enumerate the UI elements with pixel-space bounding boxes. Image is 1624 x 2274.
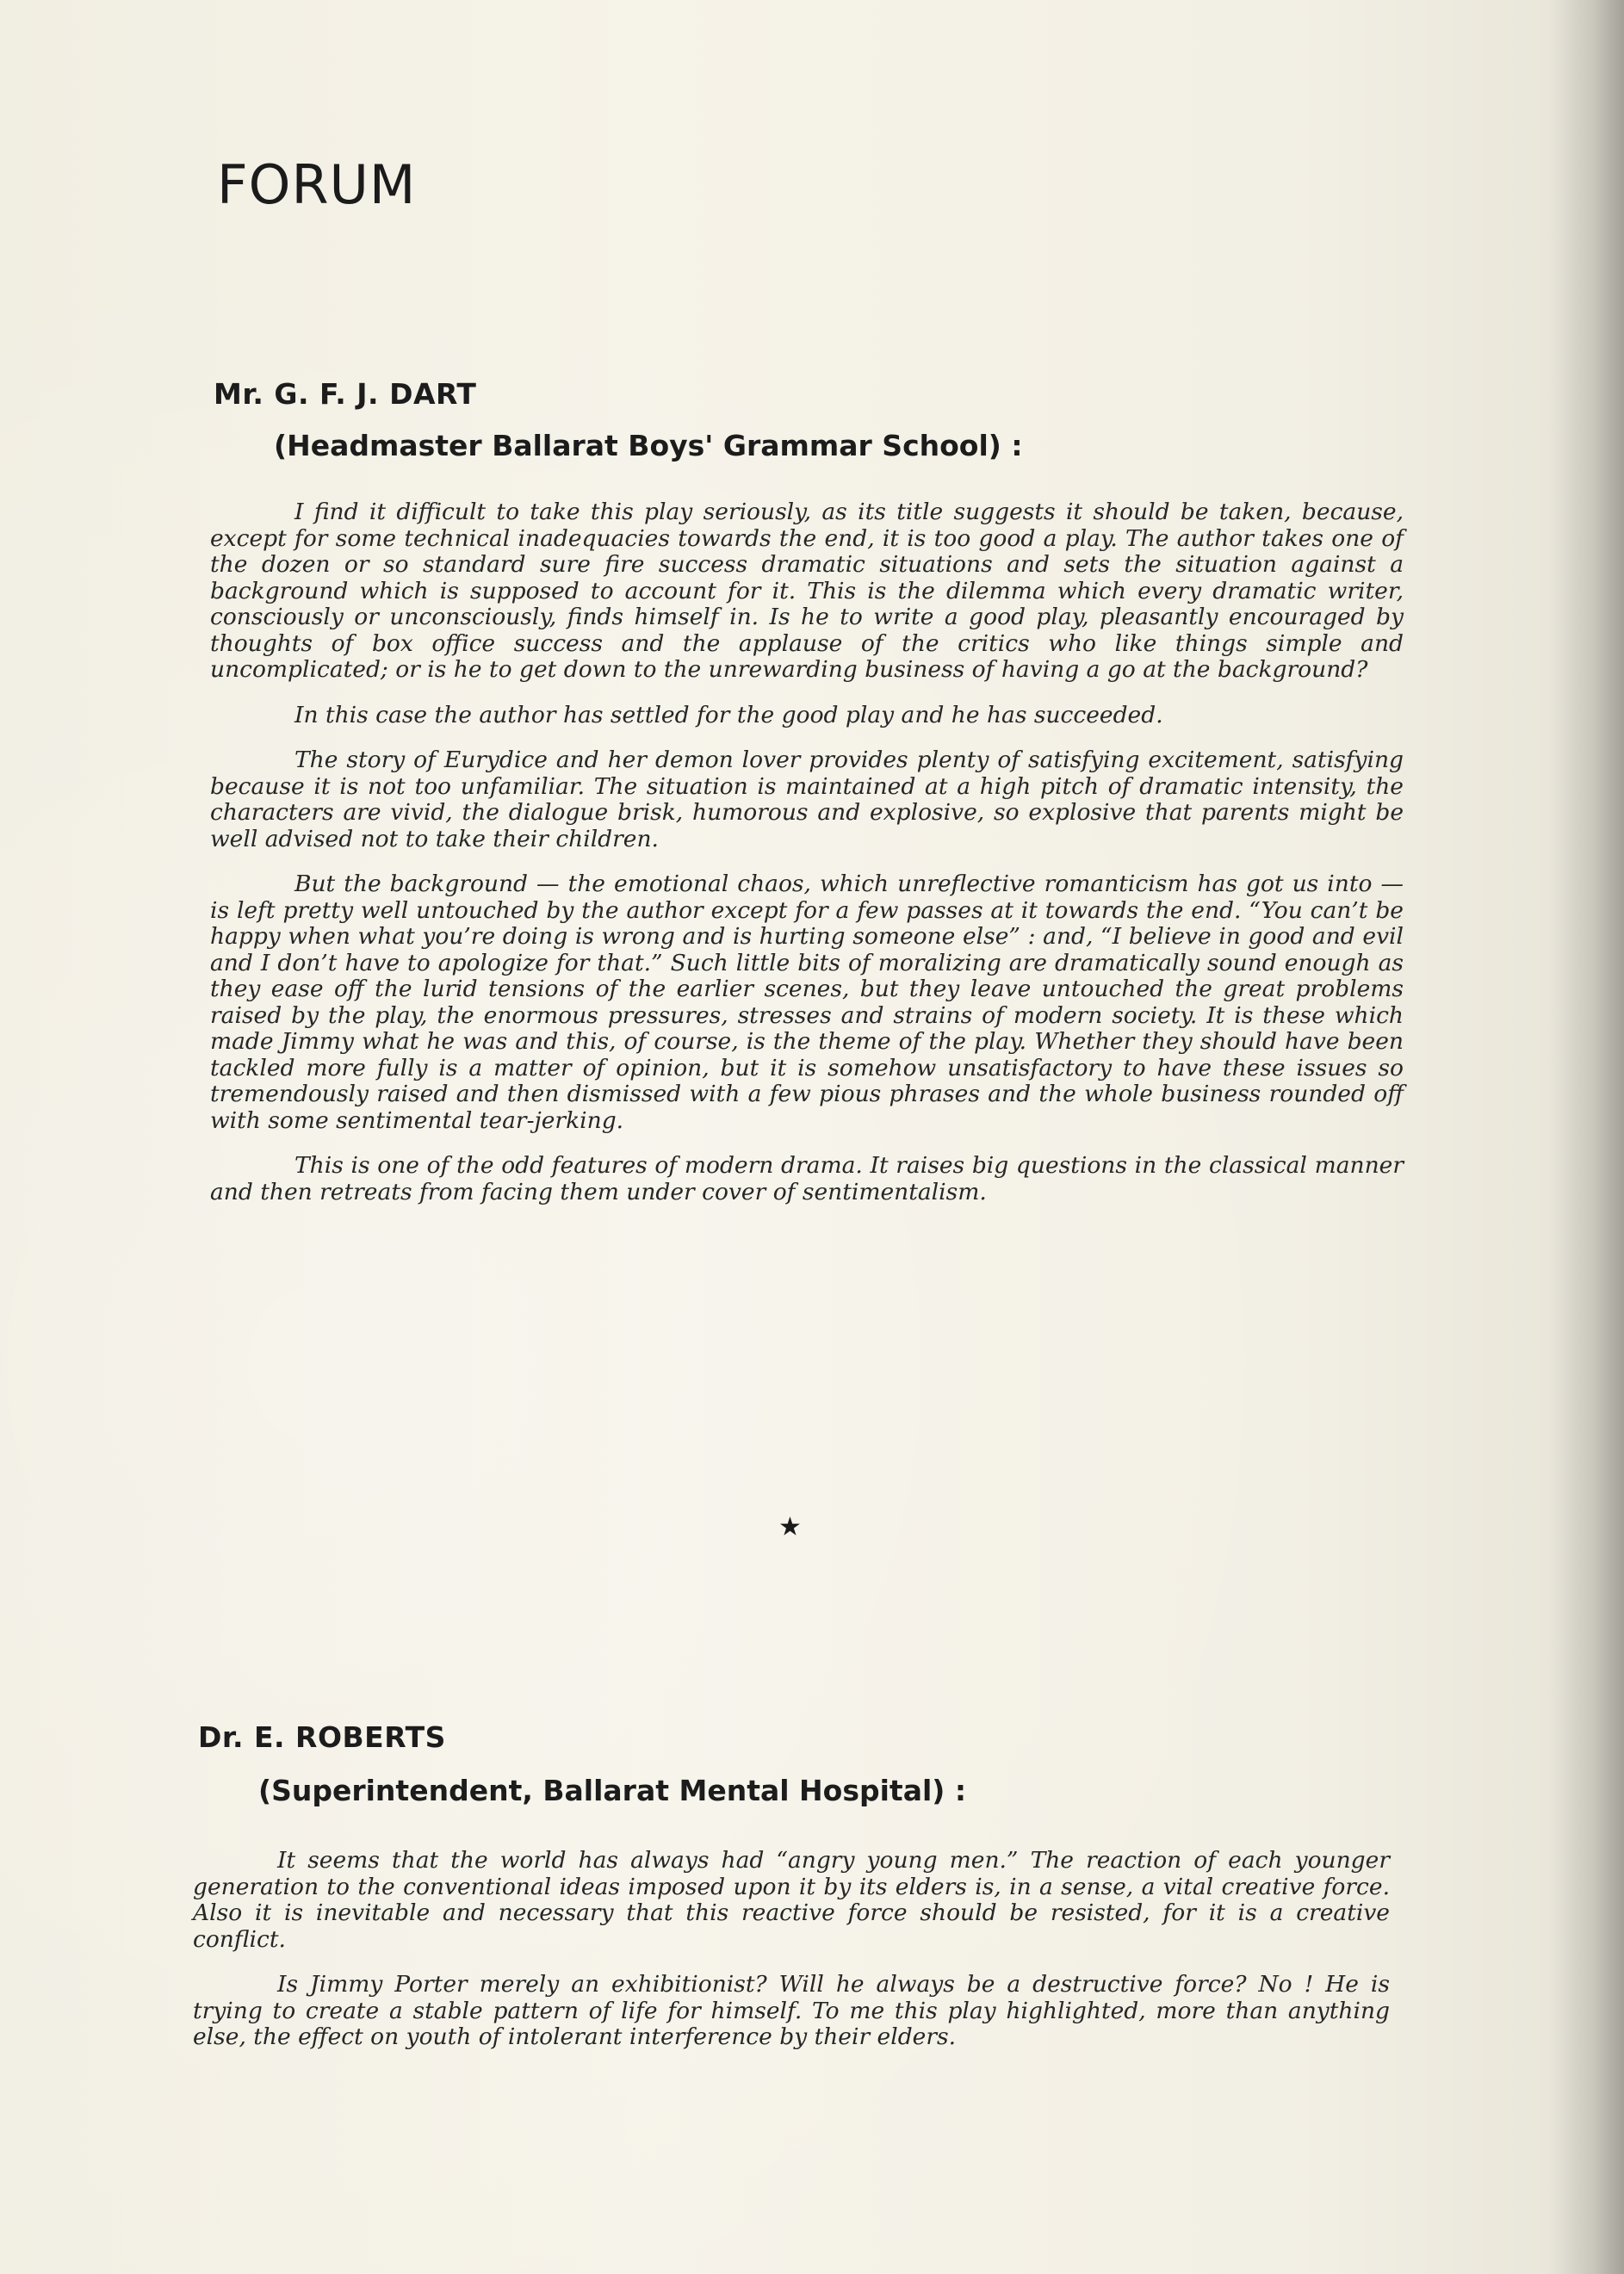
contributor-name-roberts: Dr. E. ROBERTS <box>198 1720 446 1754</box>
contributor-text-dart <box>210 499 1404 1205</box>
paragraph: Is Jimmy Porter merely an exhibitionist? Will he always be a destructive force? No ! He is trying to create a stable pattern of life for himself. To me this play highlighted, more than anything else, the effect on youth of intolerant interference by their elders. <box>193 1971 1390 2050</box>
paragraph: This is one of the odd features of modern drama. It raises big questions in the classical manner and then retreats from facing them under cover of sentimentalism. <box>210 1152 1404 1205</box>
page-title: FORUM <box>217 153 417 216</box>
contributor-role-dart: (Headmaster Ballarat Boys' Grammar School) : <box>274 429 1023 462</box>
star-separator: ★ <box>778 1512 802 1542</box>
paragraph: I find it difficult to take this play seriously, as its title suggests it should be taken, because, except for some technical inadequacies towards the end, it is too good a play. The author takes one of the dozen or so standard sure fire success dramatic situations and sets the situation against a background which is supposed to account for it. This is the dilemma which every dramatic writer, consciously or unconsciously, finds himself in. Is he to write a good play, pleasantly encouraged by thoughts of box office success and the applause of the critics who like things simple and uncomplicated; or is he to get down to the unrewarding business of having a go at the background? <box>210 499 1404 683</box>
paragraph: It seems that the world has always had “angry young men.” The reaction of each younger generation to the conventional ideas imposed upon it by its elders is, in a sense, a vital creative force. Also it is inevitable and necessary that this reactive force should be resisted, for it is a creative conflict. <box>193 1847 1390 1953</box>
paragraph: But the background — the emotional chaos, which unreflective romanticism has got us into — is left pretty well untouched by the author except for a few passes at it towards the end. “You can’t be happy when what you’re doing is wrong and is hurting someone else” : and, “I believe in good and evil and I don’t have to apologize for that.” Such little bits of moralizing are dramatically sound enough as they ease off the lurid tensions of the earlier scenes, but they leave untouched the great problems raised by the play, the enormous pressures, stresses and strains of modern society. It is these which made Jimmy what he was and this, of course, is the theme of the play. Whether they should have been tackled more fully is a matter of opinion, but it is somehow unsatisfactory to have these issues so tremendously raised and then dismissed with a few pious phrases and the whole business rounded off with some sentimental tear-jerking. <box>210 871 1404 1134</box>
contributor-name-dart: Mr. G. F. J. DART <box>214 377 477 411</box>
paragraph: The story of Eurydice and her demon lover provides plenty of satisfying excitement, satisfying because it is not too unfamiliar. The situation is maintained at a high pitch of dramatic intensity, the characters are vivid, the dialogue brisk, humorous and explosive, so explosive that parents might be well advised not to take their children. <box>210 747 1404 852</box>
paragraph: In this case the author has settled for the good play and he has succeeded. <box>294 701 1163 728</box>
page-edge-shadow <box>1547 0 1624 2274</box>
contributor-text-roberts <box>193 1848 1390 2051</box>
contributor-role-roberts: (Superintendent, Ballarat Mental Hospital) : <box>258 1774 967 1807</box>
